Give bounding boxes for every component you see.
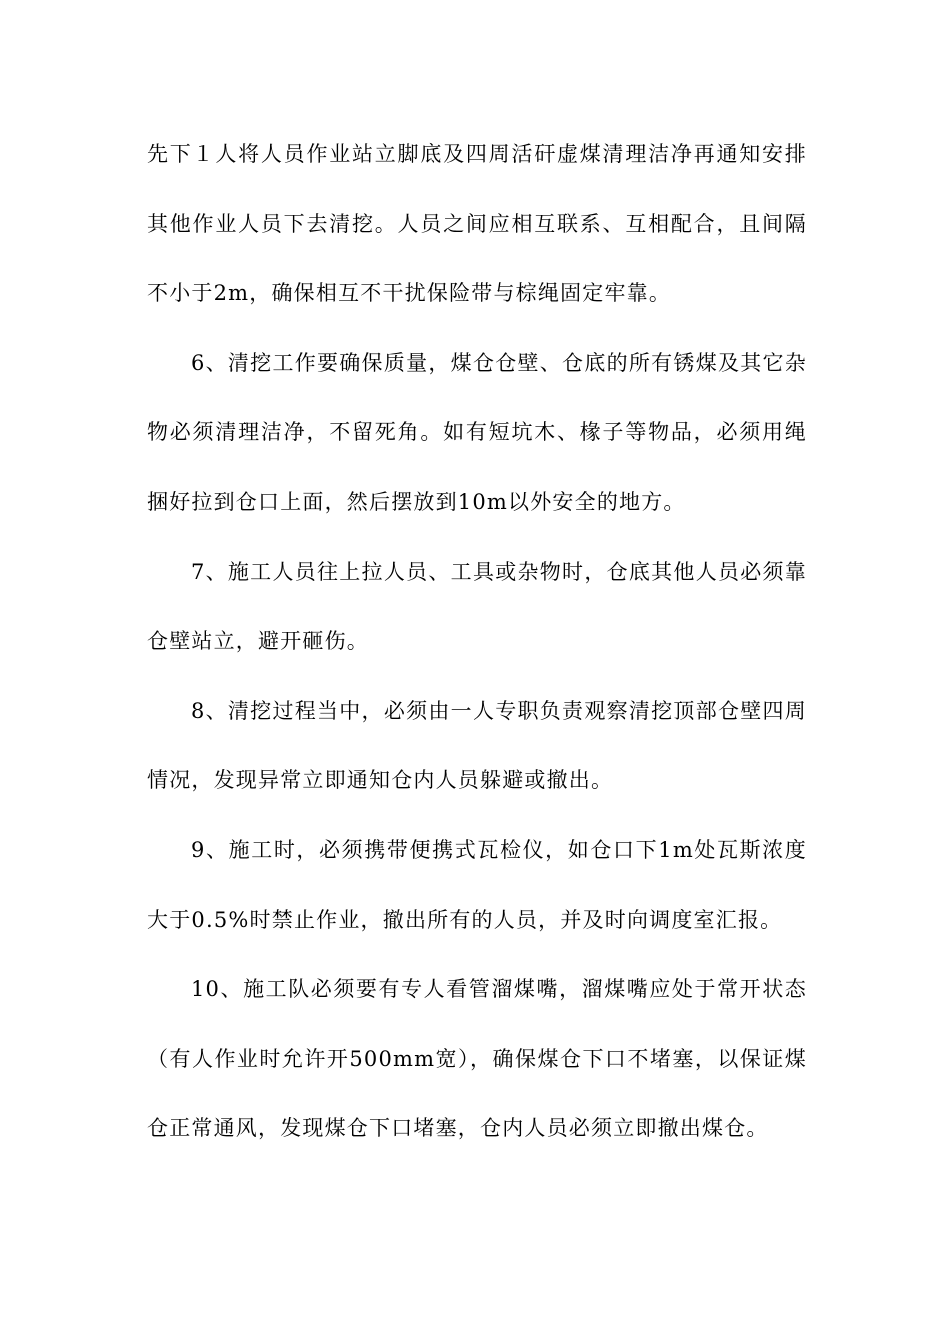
text-line-10: 情况，发现异常立即通知仓内人员躲避或撤出。	[147, 768, 614, 793]
text-line-12: 大于0.5%时禁止作业，撤出所有的人员，并及时向调度室汇报。	[147, 907, 783, 932]
text-line-11: 9、施工时，必须携带便携式瓦检仪，如仓口下1m处瓦斯浓度	[191, 837, 807, 862]
text-line-2: 其他作业人员下去清挖。人员之间应相互联系、互相配合，且间隔	[147, 211, 807, 236]
document-body	[147, 128, 807, 1172]
text-line-1: 先下１人将人员作业站立脚底及四周活矸虚煤清理洁净再通知安排	[147, 142, 807, 166]
text-line-9: 8、清挖过程当中，必须由一人专职负责观察清挖顶部仓壁四周	[191, 698, 807, 723]
text-line-5: 物必须清理洁净，不留死角。如有短坑木、椽子等物品，必须用绳	[147, 420, 807, 445]
text-line-13: 10、施工队必须要有专人看管溜煤嘴，溜煤嘴应处于常开状态	[191, 977, 807, 1002]
text-line-4: 6、清挖工作要确保质量，煤仓仓壁、仓底的所有锈煤及其它杂	[191, 350, 807, 375]
text-line-6: 捆好拉到仓口上面，然后摆放到10m以外安全的地方。	[147, 489, 686, 514]
text-line-3: 不小于2m，确保相互不干扰保险带与棕绳固定牢靠。	[147, 281, 672, 306]
text-line-14: （有人作业时允许开500mm宽），确保煤仓下口不堵塞，以保证煤	[147, 1046, 807, 1071]
text-line-8: 仓壁站立，避开砸伤。	[147, 629, 369, 654]
text-line-7: 7、施工人员往上拉人员、工具或杂物时，仓底其他人员必须靠	[191, 559, 807, 584]
text-line-15: 仓正常通风，发现煤仓下口堵塞，仓内人员必须立即撤出煤仓。	[147, 1116, 769, 1141]
